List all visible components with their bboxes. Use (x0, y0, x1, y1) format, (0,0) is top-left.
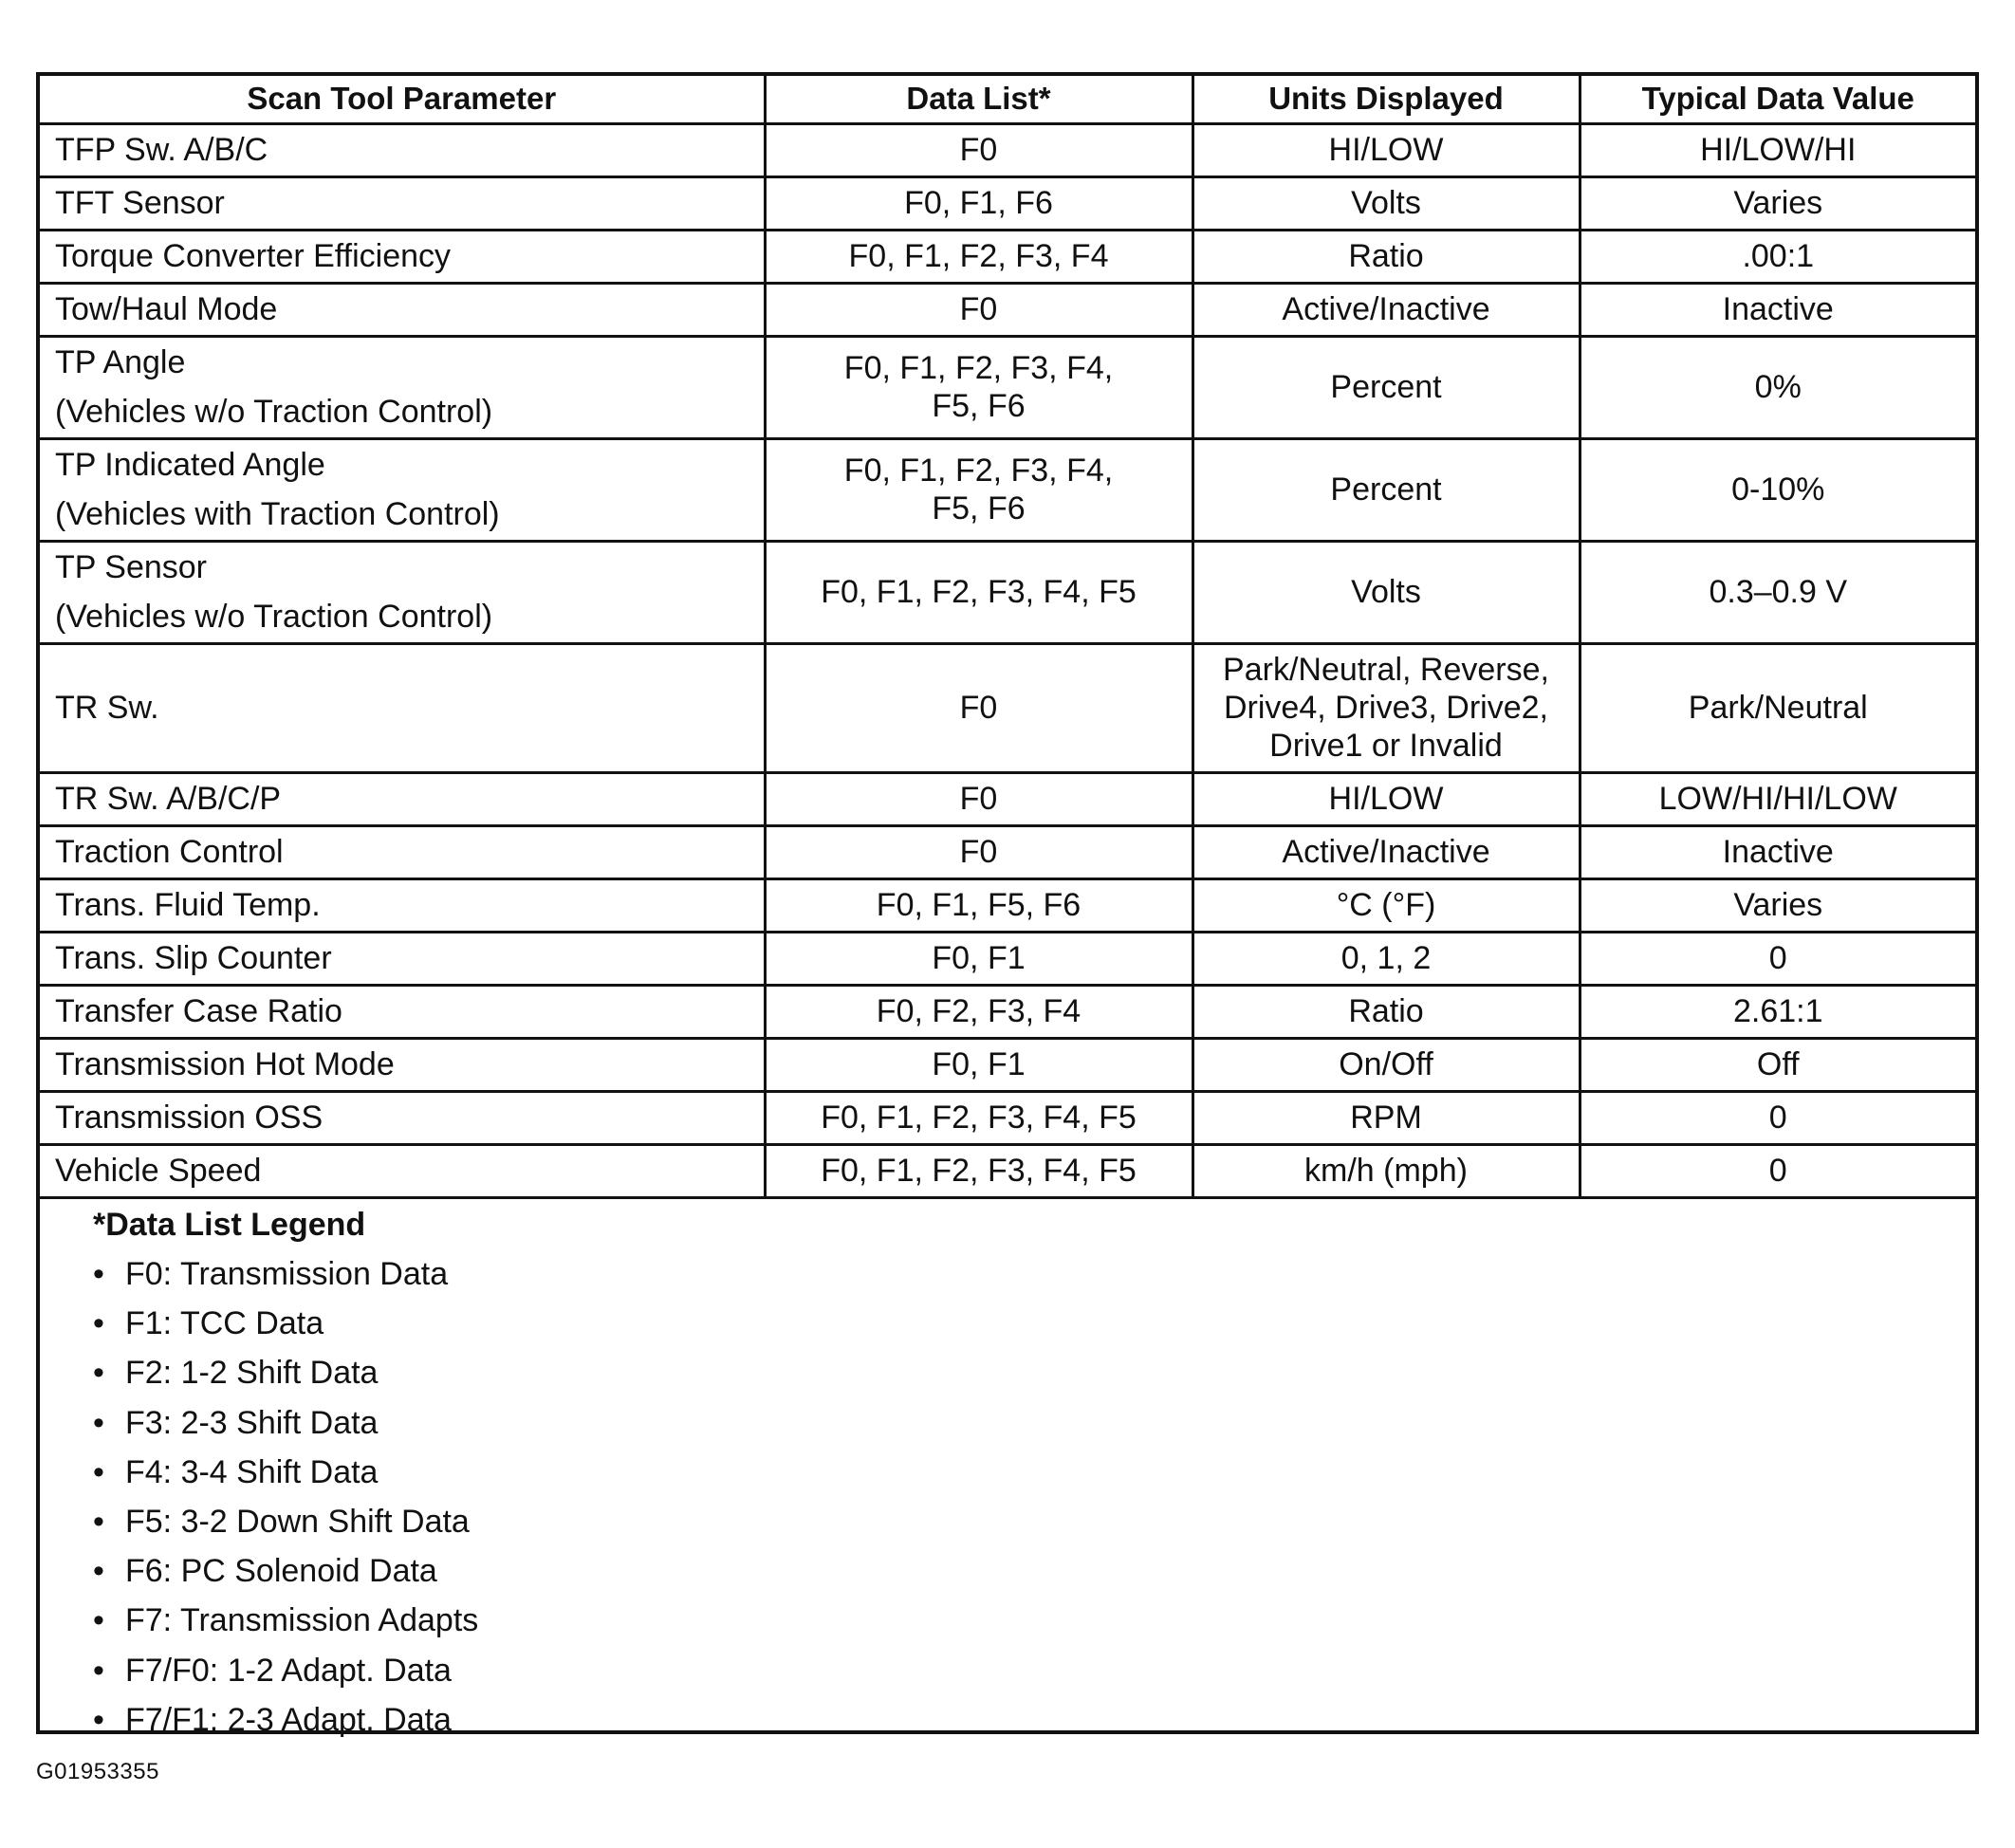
cell-parameter (40, 932, 765, 985)
cell-data-list (765, 283, 1192, 336)
cell-parameter (40, 878, 765, 932)
cell-parameter-line: Trans. Slip Counter (55, 940, 332, 976)
legend-item-text: F0: Transmission Data (125, 1256, 449, 1292)
legend-item-text: F7/F0: 1-2 Adapt. Data (125, 1652, 452, 1689)
cell-typical-value: Inactive (1580, 825, 1975, 878)
cell-units-line: Active/Inactive (1282, 834, 1490, 870)
cell-data-list-line: F0 (959, 690, 998, 726)
table-row (40, 123, 1975, 176)
bullet-icon: • (93, 1404, 104, 1441)
table-row (40, 1038, 1975, 1091)
cell-units-line: °C (°F) (1336, 887, 1436, 923)
cell-parameter (40, 825, 765, 878)
legend-item (93, 1646, 1975, 1695)
cell-data-list (765, 878, 1192, 932)
cell-data-list-line: F0, F1, F2, F3, F4, F5 (821, 574, 1137, 610)
cell-parameter (40, 438, 765, 541)
cell-parameter (40, 283, 765, 336)
header-scan-tool-parameter: Scan Tool Parameter (40, 76, 765, 123)
bullet-icon: • (93, 1652, 104, 1689)
legend-item (93, 1348, 1975, 1397)
cell-units-line: Ratio (1348, 238, 1424, 274)
legend-item (93, 1596, 1975, 1645)
cell-units (1192, 283, 1580, 336)
cell-data-list-line: F0, F1, F6 (904, 185, 1053, 221)
cell-data-list (765, 123, 1192, 176)
cell-parameter (40, 230, 765, 283)
cell-parameter-line: Vehicle Speed (55, 1153, 262, 1189)
cell-units-line: RPM (1350, 1100, 1422, 1136)
cell-units-line: Park/Neutral, Reverse, (1223, 652, 1549, 688)
figure-id: G01953355 (36, 1759, 159, 1784)
cell-data-list (765, 932, 1192, 985)
cell-units (1192, 932, 1580, 985)
cell-data-list (765, 825, 1192, 878)
table-row (40, 336, 1975, 438)
cell-units (1192, 541, 1580, 643)
cell-data-list-line: F0, F1, F2, F3, F4, (843, 350, 1114, 386)
legend-item (93, 1398, 1975, 1448)
legend-item (93, 1497, 1975, 1546)
table-row (40, 176, 1975, 230)
cell-units-line: 0, 1, 2 (1340, 940, 1432, 976)
bullet-icon: • (93, 1355, 104, 1392)
cell-data-list (765, 1091, 1192, 1144)
cell-units (1192, 438, 1580, 541)
cell-data-list-line: F0 (959, 781, 998, 817)
legend-item (93, 1249, 1975, 1299)
table-row (40, 1091, 1975, 1144)
legend-item (93, 1448, 1975, 1497)
bullet-icon: • (93, 1553, 104, 1590)
bullet-icon: • (93, 1305, 104, 1342)
table-row (40, 932, 1975, 985)
cell-typical-value: HI/LOW/HI (1580, 123, 1975, 176)
bullet-icon: • (93, 1453, 104, 1490)
cell-units-line: Volts (1351, 574, 1421, 610)
table-row (40, 541, 1975, 643)
cell-units-line: Active/Inactive (1282, 291, 1490, 327)
cell-typical-value: Off (1580, 1038, 1975, 1091)
cell-parameter (40, 176, 765, 230)
cell-units-line: HI/LOW (1328, 132, 1444, 168)
cell-units-line: Drive4, Drive3, Drive2, (1224, 690, 1548, 726)
cell-typical-value: 0 (1580, 1091, 1975, 1144)
cell-parameter-line: TP Indicated Angle (55, 447, 325, 483)
legend-item-text: F2: 1-2 Shift Data (125, 1355, 379, 1392)
cell-data-list-line: F0, F2, F3, F4 (876, 993, 1081, 1029)
cell-units-line: HI/LOW (1328, 781, 1444, 817)
header-typical-data-value: Typical Data Value (1580, 76, 1975, 123)
cell-parameter (40, 1091, 765, 1144)
cell-parameter (40, 985, 765, 1038)
legend-item (93, 1695, 1975, 1745)
cell-units (1192, 230, 1580, 283)
cell-typical-value: 0 (1580, 1144, 1975, 1197)
cell-units (1192, 176, 1580, 230)
cell-data-list-line: F5, F6 (932, 388, 1026, 424)
cell-parameter-line: Torque Converter Efficiency (55, 238, 452, 274)
table-header-row (40, 76, 1975, 123)
cell-typical-value: Varies (1580, 878, 1975, 932)
cell-parameter (40, 541, 765, 643)
cell-data-list (765, 643, 1192, 772)
legend-item-text: F5: 3-2 Down Shift Data (125, 1503, 470, 1540)
cell-parameter (40, 336, 765, 438)
cell-typical-value: .00:1 (1580, 230, 1975, 283)
bullet-icon: • (93, 1602, 104, 1639)
cell-units-line: Volts (1351, 185, 1421, 221)
cell-data-list (765, 772, 1192, 825)
cell-units-line: Percent (1330, 471, 1442, 508)
cell-data-list-line: F0 (959, 132, 998, 168)
cell-data-list-line: F0, F1, F2, F3, F4, F5 (821, 1153, 1137, 1189)
cell-units (1192, 1091, 1580, 1144)
bullet-icon: • (93, 1701, 104, 1738)
cell-parameter (40, 643, 765, 772)
legend-item-text: F6: PC Solenoid Data (125, 1553, 437, 1590)
cell-parameter (40, 123, 765, 176)
cell-parameter (40, 1144, 765, 1197)
cell-parameter-line: TP Angle (55, 344, 186, 380)
legend-item-text: F7/F1: 2-3 Adapt. Data (125, 1701, 452, 1738)
cell-units (1192, 1038, 1580, 1091)
bullet-icon: • (93, 1503, 104, 1540)
cell-data-list-line: F0 (959, 291, 998, 327)
cell-parameter-line: (Vehicles w/o Traction Control) (55, 394, 493, 430)
cell-units (1192, 123, 1580, 176)
cell-parameter-line: Transmission Hot Mode (55, 1046, 395, 1082)
legend-item-text: F3: 2-3 Shift Data (125, 1404, 379, 1441)
cell-parameter-line: Trans. Fluid Temp. (55, 887, 321, 923)
scan-tool-table-frame (36, 72, 1979, 1738)
cell-parameter (40, 772, 765, 825)
cell-units-line: km/h (mph) (1304, 1153, 1468, 1189)
cell-parameter-line: TR Sw. A/B/C/P (55, 781, 282, 817)
table-row (40, 230, 1975, 283)
table-row (40, 825, 1975, 878)
header-data-list: Data List* (765, 76, 1192, 123)
cell-parameter-line: (Vehicles w/o Traction Control) (55, 599, 493, 635)
table-row (40, 438, 1975, 541)
cell-units (1192, 336, 1580, 438)
cell-data-list-line: F0 (959, 834, 998, 870)
table-row (40, 772, 1975, 825)
cell-units-line: Ratio (1348, 993, 1424, 1029)
table-row (40, 985, 1975, 1038)
cell-data-list (765, 985, 1192, 1038)
cell-parameter-line: (Vehicles with Traction Control) (55, 496, 500, 532)
cell-typical-value: Park/Neutral (1580, 643, 1975, 772)
table-body (40, 123, 1975, 1197)
cell-data-list-line: F0, F1, F2, F3, F4, F5 (821, 1100, 1137, 1136)
cell-data-list-line: F0, F1, F5, F6 (876, 887, 1081, 923)
cell-data-list-line: F5, F6 (932, 490, 1026, 527)
cell-units-line: Percent (1330, 369, 1442, 405)
legend-item-text: F4: 3-4 Shift Data (125, 1453, 379, 1490)
cell-data-list-line: F0, F1 (932, 1046, 1026, 1082)
cell-typical-value: 0.3–0.9 V (1580, 541, 1975, 643)
legend-item-text: F7: Transmission Adapts (125, 1602, 479, 1639)
cell-data-list (765, 336, 1192, 438)
cell-parameter-line: Transmission OSS (55, 1100, 324, 1136)
cell-data-list (765, 541, 1192, 643)
cell-parameter-line: Transfer Case Ratio (55, 993, 342, 1029)
cell-typical-value: LOW/HI/HI/LOW (1580, 772, 1975, 825)
legend-item (93, 1546, 1975, 1596)
table-row (40, 283, 1975, 336)
cell-data-list (765, 1144, 1192, 1197)
cell-data-list (765, 438, 1192, 541)
cell-parameter-line: TFP Sw. A/B/C (55, 132, 268, 168)
cell-typical-value: 2.61:1 (1580, 985, 1975, 1038)
cell-parameter-line: Tow/Haul Mode (55, 291, 278, 327)
cell-units (1192, 1144, 1580, 1197)
cell-typical-value: 0% (1580, 336, 1975, 438)
cell-parameter-line: Traction Control (55, 834, 284, 870)
cell-data-list-line: F0, F1 (932, 940, 1026, 976)
cell-parameter-line: TP Sensor (55, 549, 208, 585)
cell-typical-value: 0 (1580, 932, 1975, 985)
cell-units (1192, 878, 1580, 932)
cell-data-list (765, 176, 1192, 230)
legend-list (93, 1249, 1975, 1745)
cell-units-line: On/Off (1339, 1046, 1433, 1082)
data-list-legend (40, 1200, 1975, 1745)
cell-typical-value: 0-10% (1580, 438, 1975, 541)
legend-item-text: F1: TCC Data (125, 1305, 324, 1342)
table-row (40, 878, 1975, 932)
scan-tool-parameter-table (40, 76, 1975, 1199)
cell-data-list (765, 1038, 1192, 1091)
header-units-displayed: Units Displayed (1192, 76, 1580, 123)
legend-item (93, 1299, 1975, 1348)
cell-units (1192, 643, 1580, 772)
cell-parameter-line: TFT Sensor (55, 185, 225, 221)
cell-data-list-line: F0, F1, F2, F3, F4, (843, 453, 1114, 489)
cell-units-line: Drive1 or Invalid (1269, 728, 1503, 764)
cell-units (1192, 985, 1580, 1038)
cell-units (1192, 772, 1580, 825)
legend-title: *Data List Legend (93, 1207, 366, 1243)
bullet-icon: • (93, 1256, 104, 1292)
table-row (40, 1144, 1975, 1197)
cell-data-list-line: F0, F1, F2, F3, F4 (848, 238, 1109, 274)
cell-typical-value: Inactive (1580, 283, 1975, 336)
cell-units (1192, 825, 1580, 878)
cell-parameter-line: TR Sw. (55, 690, 159, 726)
table-row (40, 643, 1975, 772)
cell-parameter (40, 1038, 765, 1091)
cell-data-list (765, 230, 1192, 283)
cell-typical-value: Varies (1580, 176, 1975, 230)
